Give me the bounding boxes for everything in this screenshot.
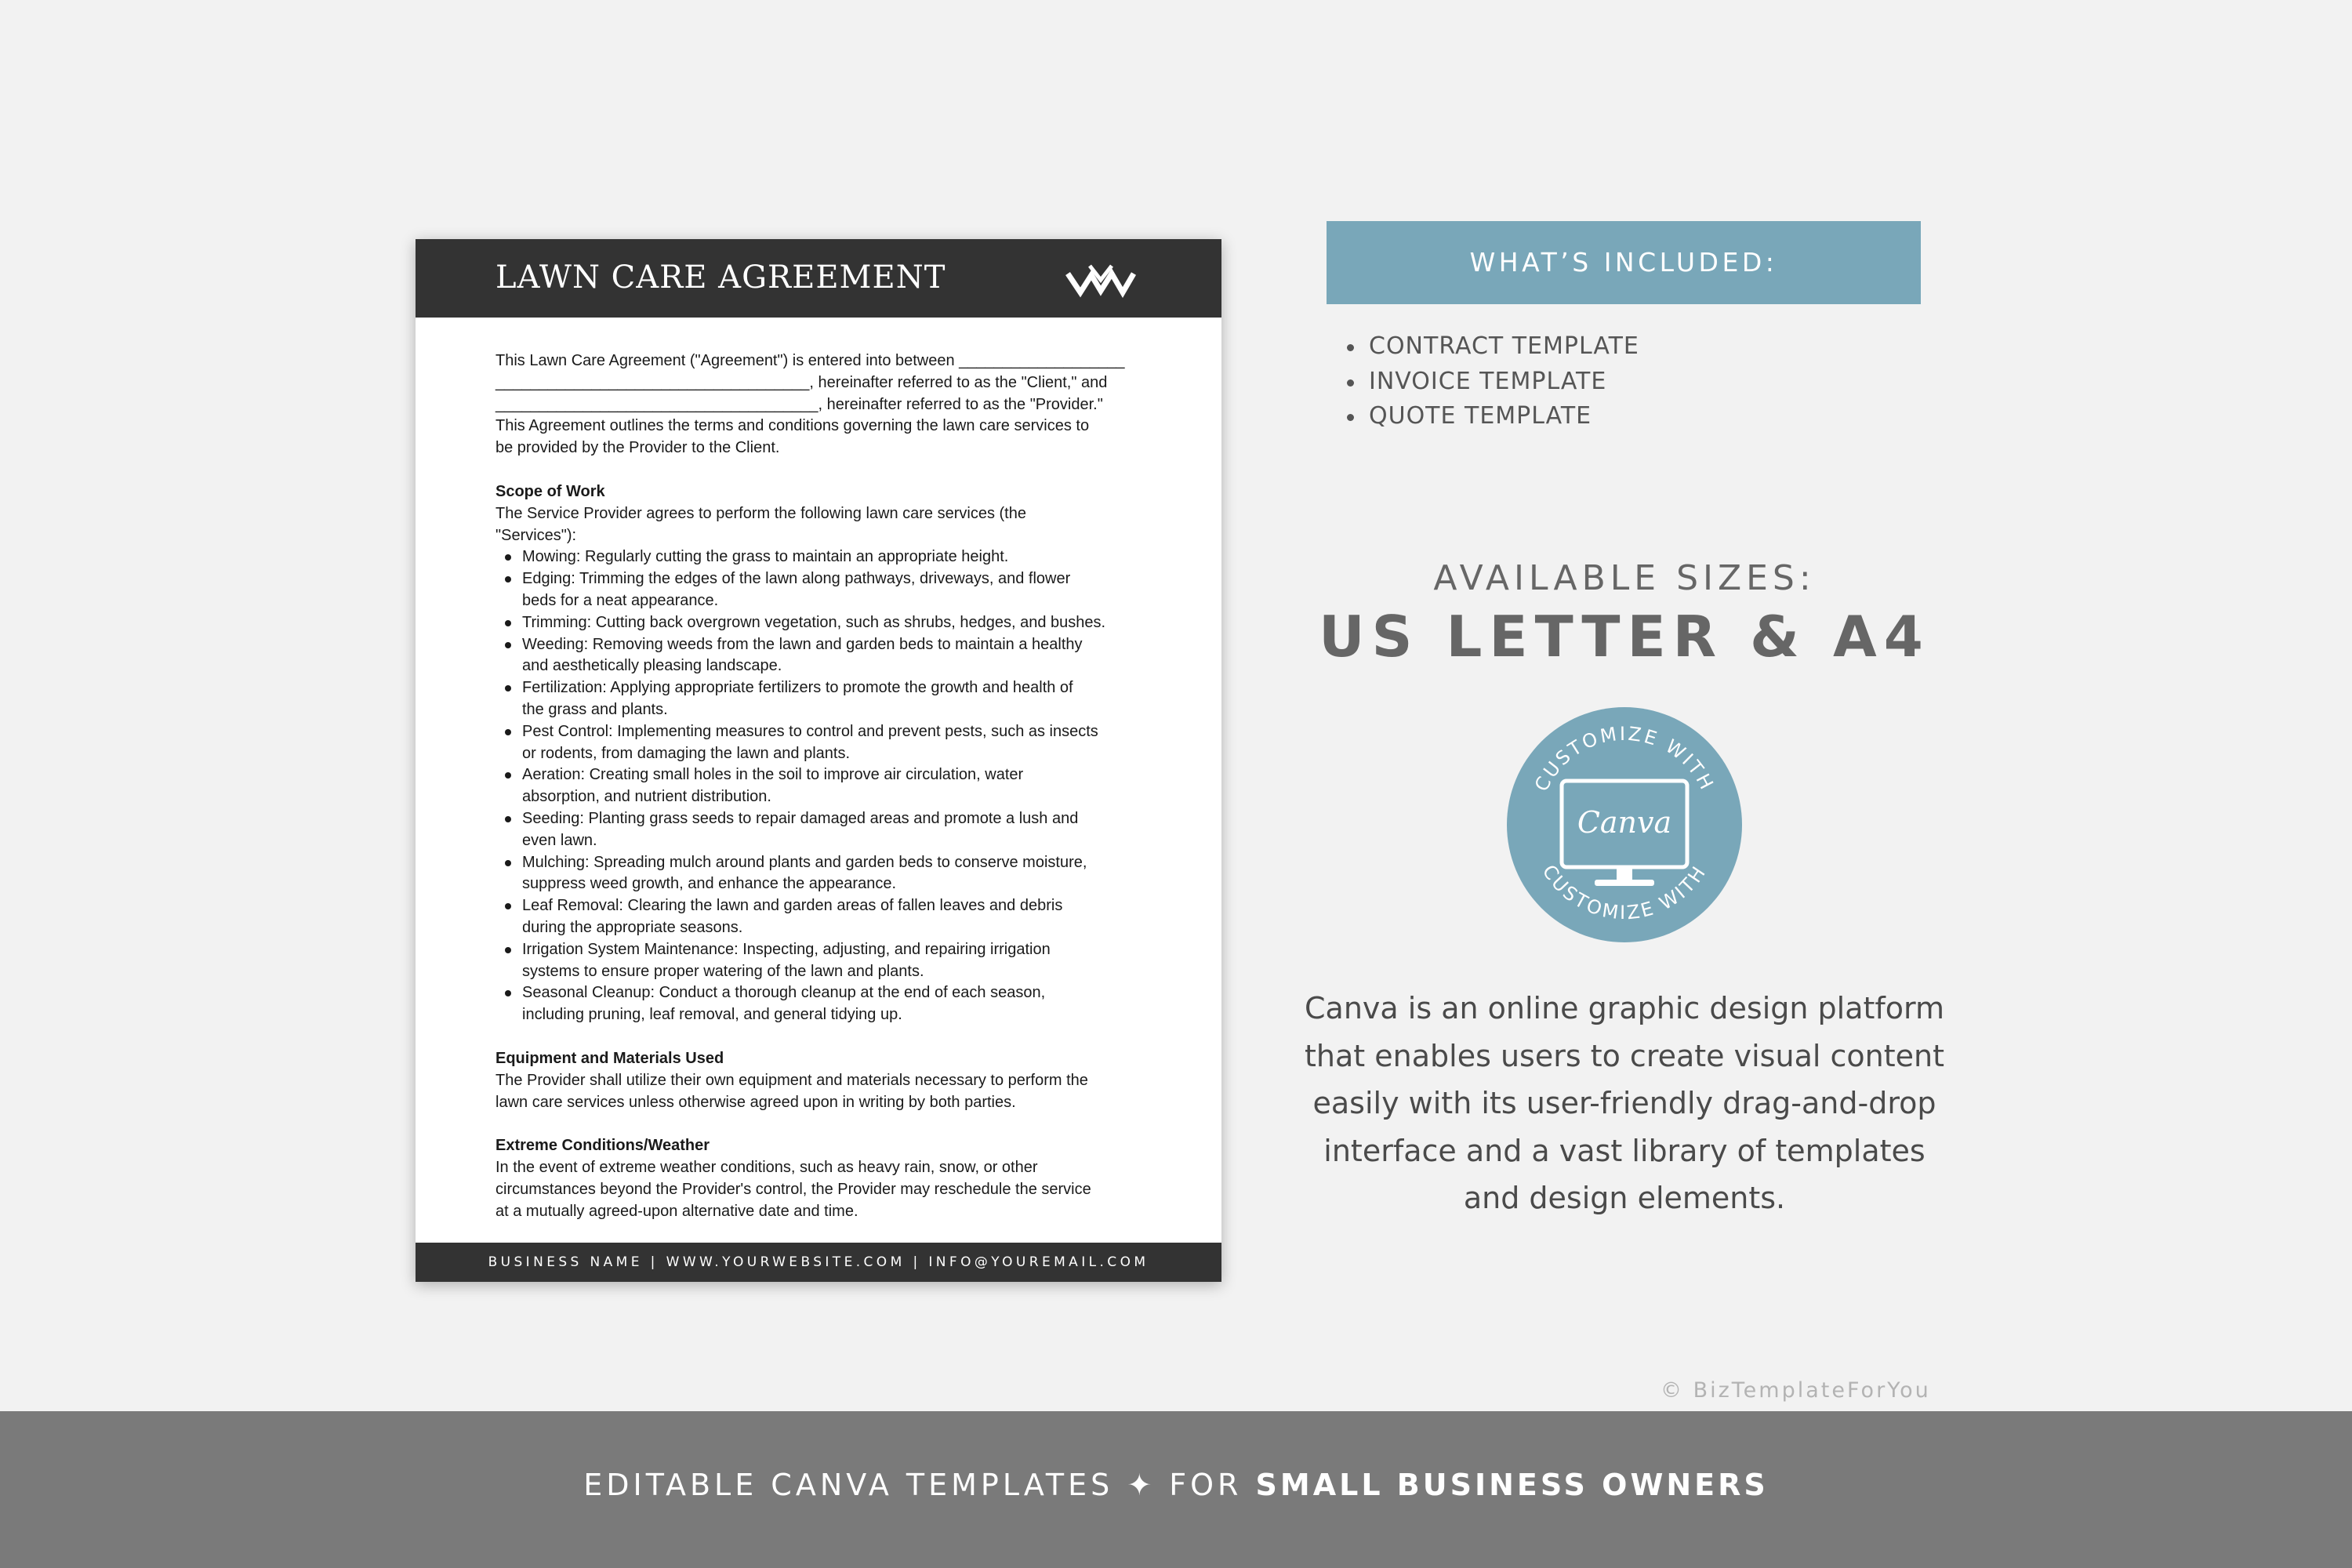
weather-heading: Extreme Conditions/Weather [495,1137,710,1155]
tagline-part2: FOR [1169,1468,1243,1502]
document-preview [416,239,1221,1282]
service-item: Aeration: Creating small holes in the soil to improve air circulation, water absorption, and nutrient distribution. [495,764,1146,808]
service-item: Leaf Removal: Clearing the lawn and garden areas of fallen leaves and debris during the appropriate seasons. [495,895,1146,939]
sparkle-icon: ✦ [1127,1468,1156,1502]
intro-line: be provided by the Provider to the Client. [495,439,780,457]
document-body [495,350,1146,1222]
included-item: INVOICE TEMPLATE [1345,365,1639,400]
sizes-label: AVAILABLE SIZES: [1433,558,1816,598]
weather-line: circumstances beyond the Provider's control, the Provider may reschedule the service [495,1180,1091,1198]
tagline [0,1468,2352,1502]
badge-canva-text: Canva [1577,805,1672,840]
copyright-watermark: © BizTemplateForYou [1661,1378,1931,1403]
intro-line: This Agreement outlines the terms and conditions governing the lawn care services to [495,417,1090,435]
service-item: Fertilization: Applying appropriate fertilizers to promote the growth and health of the grass and plants. [495,677,1146,721]
scope-heading: Scope of Work [495,482,605,500]
scope-intro-line: The Service Provider agrees to perform the following lawn care services (the [495,504,1026,522]
service-item: Seeding: Planting grass seeds to repair damaged areas and promote a lush and even lawn. [495,808,1146,852]
included-item: QUOTE TEMPLATE [1345,399,1639,434]
document-footer: BUSINESS NAME | WWW.YOURWEBSITE.COM | INFO@YOUREMAIL.COM [416,1243,1221,1282]
badge-arc-bottom-text: CUSTOMIZE WITH [1537,860,1711,924]
canva-description [1262,985,1987,1222]
weather-line: at a mutually agreed-upon alternative date and time. [495,1202,858,1220]
weather-line: In the event of extreme weather conditions, such as heavy rain, snow, or other [495,1159,1038,1177]
canva-description-line: interface and a vast library of templates [1323,1133,1926,1168]
service-item: Edging: Trimming the edges of the lawn along pathways, driveways, and flower beds for a neat appearance. [495,568,1146,612]
intro-line: ____________________________________, hereinafter referred to as the "Client," and [495,373,1108,391]
intro-line: This Lawn Care Agreement ("Agreement") is entered into between ___________________ [495,352,1125,369]
equipment-line: The Provider shall utilize their own equipment and materials necessary to perform the [495,1071,1088,1089]
service-item: Pest Control: Implementing measures to control and prevent pests, such as insects or rodents, from damaging the lawn and plants. [495,721,1146,765]
intro-line: _____________________________________, hereinafter referred to as the "Provider." [495,395,1103,413]
canva-description-line: Canva is an online graphic design platform [1305,991,1944,1025]
included-list [1345,329,1639,434]
equipment-line: lawn care services unless otherwise agreed upon in writing by both parties. [495,1093,1016,1111]
customize-with-canva-badge [1507,707,1742,942]
service-item: Mulching: Spreading mulch around plants and garden beds to conserve moisture, suppress weed growth, and enhance the appearance. [495,852,1146,896]
service-item: Trimming: Cutting back overgrown vegetation, such as shrubs, hedges, and bushes. [495,612,1146,634]
intro-paragraph [495,350,1146,459]
brand-logo-icon [1063,260,1138,300]
service-item: Mowing: Regularly cutting the grass to maintain an appropriate height. [495,546,1146,568]
canva-description-line: easily with its user-friendly drag-and-drop [1312,1086,1936,1120]
canva-description-line: that enables users to create visual content [1305,1038,1944,1073]
included-banner: WHAT’S INCLUDED: [1327,221,1921,304]
services-list [495,546,1146,1026]
included-item: CONTRACT TEMPLATE [1345,329,1639,365]
sizes-value: US LETTER & A4 [1319,604,1930,670]
scope-intro-line: "Services"): [495,526,577,544]
badge-arc-top-text: CUSTOMIZE WITH [1530,722,1719,795]
tagline-part1: EDITABLE CANVA TEMPLATES [583,1468,1114,1502]
service-item: Seasonal Cleanup: Conduct a thorough cleanup at the end of each season, including pruning, leaf removal, and general tidying up. [495,982,1146,1026]
tagline-part3: SMALL BUSINESS OWNERS [1255,1468,1769,1502]
document-title: LAWN CARE AGREEMENT [495,260,946,296]
service-item: Weeding: Removing weeds from the lawn and garden beds to maintain a healthy and aesthetically pleasing landscape. [495,634,1146,678]
document-header [416,239,1221,318]
bottom-banner [0,1411,2352,1568]
equipment-heading: Equipment and Materials Used [495,1049,724,1067]
service-item: Irrigation System Maintenance: Inspecting, adjusting, and repairing irrigation systems to ensure proper watering of the lawn and plants. [495,939,1146,983]
canva-description-line: and design elements. [1463,1181,1786,1215]
